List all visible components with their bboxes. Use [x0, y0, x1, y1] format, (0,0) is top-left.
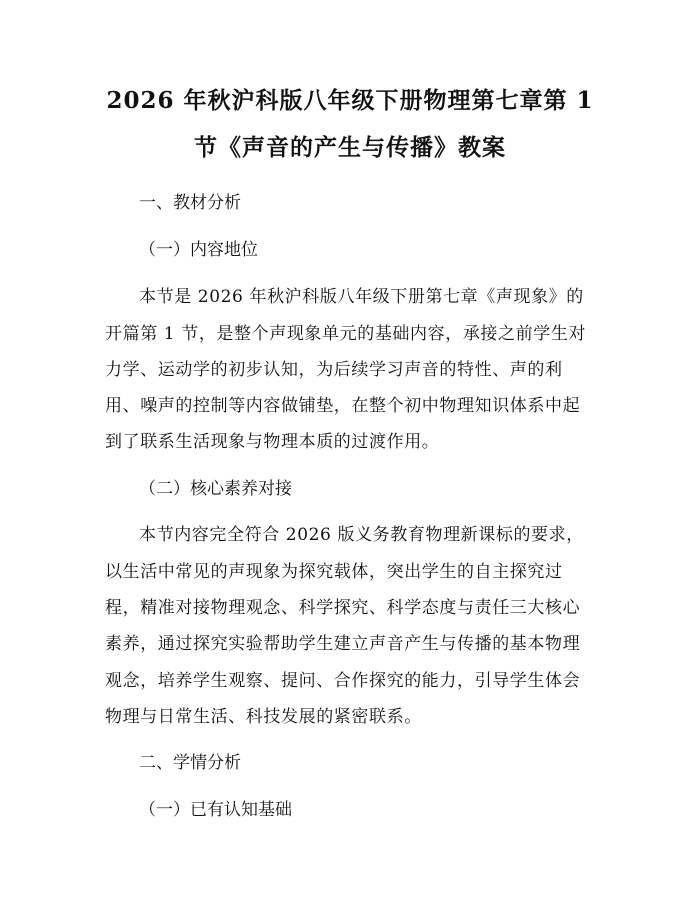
paragraph-2-line-4: 素养，通过探究实验帮助学生建立声音产生与传播的基本物理 [105, 634, 581, 654]
paragraph-2-line-1: 本节内容完全符合 2026 版义务教育物理新课标的要求， [139, 525, 584, 545]
paragraph-1-line-1: 本节是 2026 年秋沪科版八年级下册第七章《声现象》的 [139, 287, 584, 307]
paragraph-2-line-5: 观念，培养学生观察、提问、合作探究的能力，引导学生体会 [105, 671, 581, 691]
paragraph-2-line-6: 物理与日常生活、科技发展的紧密联系。 [105, 707, 422, 727]
paragraph-2-line-3: 程，精准对接物理观念、科学探究、科学态度与责任三大核心 [105, 598, 581, 618]
document-title-line-2: 节《声音的产生与传播》教案 [194, 134, 506, 161]
paragraph-1-line-3: 力学、运动学的初步认知，为后续学习声音的特性、声的利 [105, 360, 563, 380]
subsection-heading-1-1: （一）内容地位 [139, 240, 258, 260]
subsection-heading-2-1: （一）已有认知基础 [139, 800, 292, 820]
paragraph-1-line-5: 到了联系生活现象与物理本质的过渡作用。 [105, 432, 440, 452]
subsection-heading-1-2: （二）核心素养对接 [139, 479, 292, 499]
section-heading-2: 二、学情分析 [139, 753, 241, 773]
document-title-line-1: 2026 年秋沪科版八年级下册物理第七章第 1 [106, 87, 594, 114]
section-heading-1: 一、教材分析 [139, 193, 241, 213]
paragraph-1-line-4: 用、噪声的控制等内容做铺垫，在整个初中物理知识体系中起 [105, 396, 581, 416]
paragraph-1-line-2: 开篇第 1 节，是整个声现象单元的基础内容，承接之前学生对 [105, 324, 587, 344]
paragraph-2-line-2: 以生活中常见的声现象为探究载体，突出学生的自主探究过 [105, 562, 563, 582]
